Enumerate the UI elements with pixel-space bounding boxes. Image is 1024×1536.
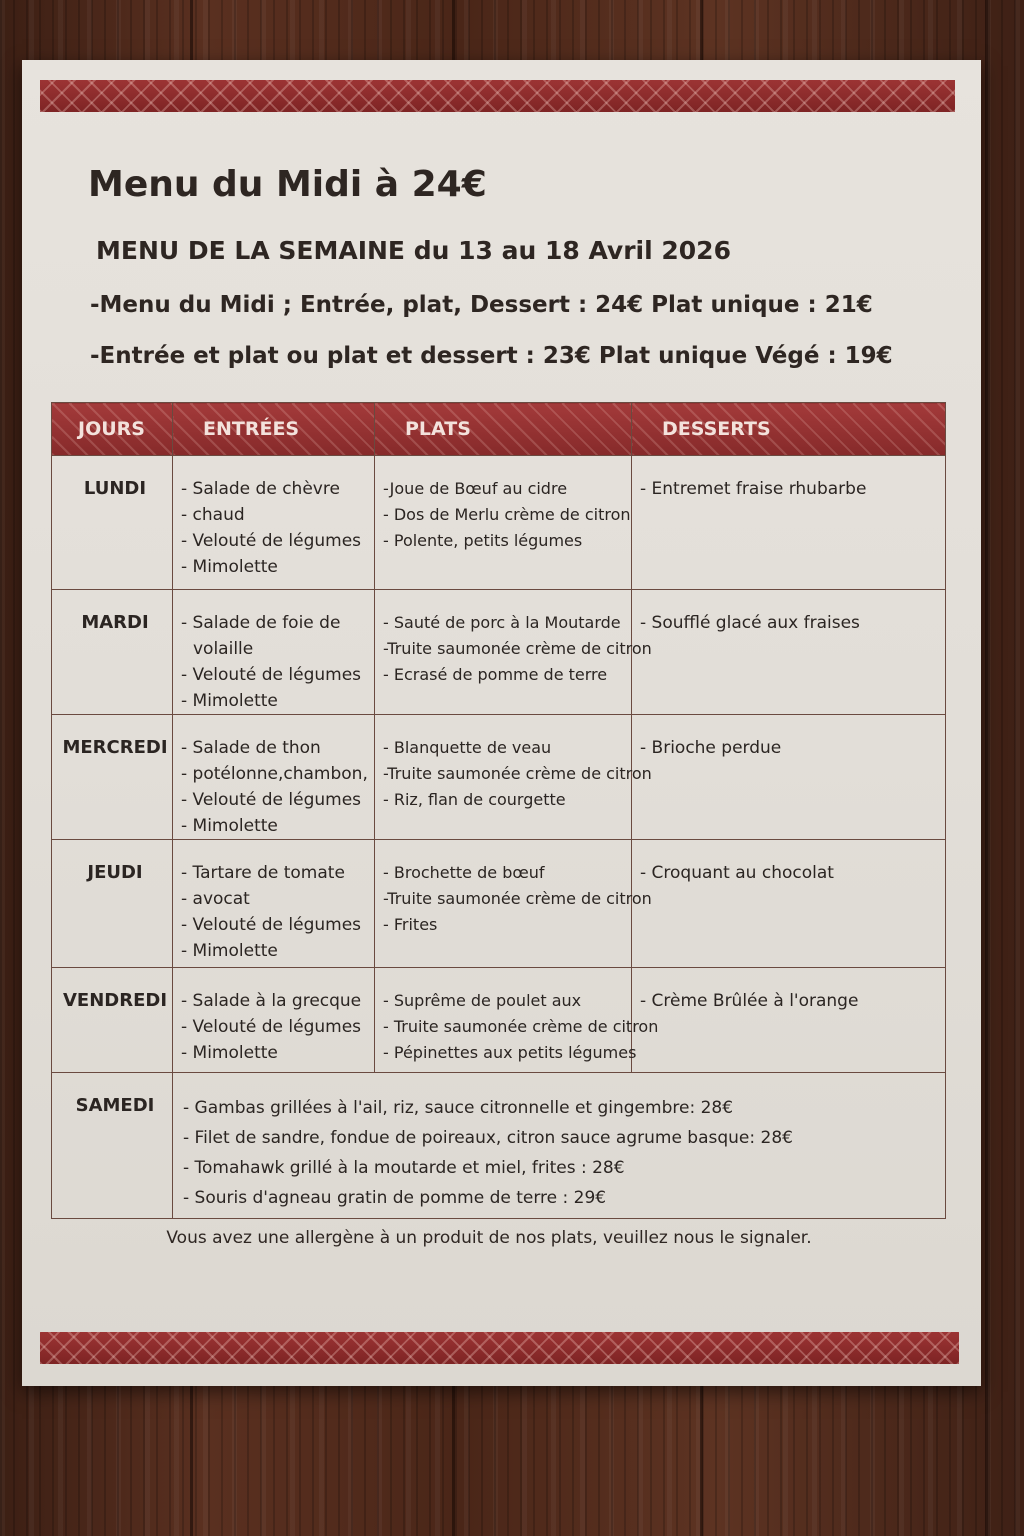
list-item: - Velouté de légumes — [181, 790, 362, 810]
list-item: - Mimolette — [181, 1043, 278, 1063]
wood-plank-seam — [985, 0, 988, 1536]
list-item: - Ecrasé de pomme de terre — [383, 665, 608, 684]
list-item: - Velouté de légumes — [181, 665, 362, 685]
header-jours: JOURS — [52, 403, 173, 456]
list-item: volaille — [193, 639, 254, 659]
plats-cell — [375, 840, 652, 968]
desserts-cell — [632, 840, 946, 968]
pricing-line: -Menu du Midi ; Entrée, plat, Dessert : 24€ Plat unique : 21€ — [90, 292, 873, 318]
day-label: MERCREDI — [62, 737, 168, 758]
table-header-row — [52, 403, 946, 456]
table-row — [52, 1073, 946, 1219]
list-item: - Brochette de bœuf — [383, 863, 545, 882]
list-item: - Crème Brûlée à l'orange — [640, 991, 859, 1011]
desserts-cell — [632, 456, 946, 590]
list-item: - Mimolette — [181, 941, 278, 961]
day-label: SAMEDI — [75, 1095, 155, 1116]
list-item: - Dos de Merlu crème de citron — [383, 505, 631, 524]
list-item: - avocat — [181, 889, 250, 909]
list-item: - Entremet fraise rhubarbe — [640, 479, 867, 499]
list-item: - Riz, flan de courgette — [383, 790, 566, 809]
day-label: LUNDI — [83, 478, 147, 499]
list-item: - Tartare de tomate — [181, 863, 345, 883]
desserts-cell — [632, 715, 946, 840]
desserts-cell — [632, 590, 946, 715]
list-item: - Salade de thon — [181, 738, 321, 758]
plats-cell — [375, 590, 652, 715]
list-item: - Polente, petits légumes — [383, 531, 583, 550]
day-cell — [52, 456, 173, 590]
list-item: - Suprême de poulet aux — [383, 991, 582, 1010]
menu-sheet — [22, 60, 981, 1386]
plats-cell — [375, 456, 632, 590]
week-heading: MENU DE LA SEMAINE du 13 au 18 Avril 2026 — [96, 236, 731, 265]
list-item: - Mimolette — [181, 557, 278, 577]
plats-cell — [375, 715, 652, 840]
decorative-band-bottom — [40, 1332, 959, 1364]
day-cell — [52, 968, 173, 1073]
header-desserts: DESSERTS — [632, 403, 946, 456]
day-label: JEUDI — [87, 862, 143, 883]
list-item: -Truite saumonée crème de citron — [383, 764, 652, 783]
entrees-cell — [173, 715, 375, 840]
list-item: - Velouté de légumes — [181, 1017, 362, 1037]
list-item: - Filet de sandre, fondue de poireaux, citron sauce agrume basque: 28€ — [183, 1128, 793, 1148]
list-item: - Tomahawk grillé à la moutarde et miel, frites : 28€ — [183, 1158, 625, 1178]
list-item: - Blanquette de veau — [383, 738, 552, 757]
day-cell — [52, 1073, 173, 1219]
list-item: - Pépinettes aux petits légumes — [383, 1043, 637, 1062]
day-cell — [52, 590, 173, 715]
table-row — [52, 590, 946, 715]
day-cell — [52, 840, 173, 968]
plats-cell — [375, 968, 659, 1073]
list-item: - Mimolette — [181, 691, 278, 711]
list-item: - Sauté de porc à la Moutarde — [383, 613, 621, 632]
entrees-cell — [173, 590, 375, 715]
table-row — [52, 840, 946, 968]
list-item: - Truite saumonée crème de citron — [383, 1017, 659, 1036]
menu-title: Menu du Midi à 24€ — [88, 164, 487, 205]
list-item: - potélonne,chambon, — [181, 764, 368, 784]
list-item: - Frites — [383, 915, 438, 934]
day-label: VENDREDI — [62, 990, 168, 1011]
list-item: - Brioche perdue — [640, 738, 782, 758]
list-item: - Velouté de légumes — [181, 531, 362, 551]
header-plats: PLATS — [375, 403, 632, 456]
table-row — [52, 456, 946, 590]
list-item: - Velouté de légumes — [181, 915, 362, 935]
weekly-menu-table — [51, 402, 946, 1219]
list-item: - chaud — [181, 505, 245, 525]
list-item: - Gambas grillées à l'ail, riz, sauce citronnelle et gingembre: 28€ — [183, 1098, 734, 1118]
allergen-note: Vous avez une allergène à un produit de nos plats, veuillez nous le signaler. — [166, 1228, 812, 1248]
list-item: -Joue de Bœuf au cidre — [383, 479, 568, 498]
header-entrees: ENTRÉES — [173, 403, 375, 456]
entrees-cell — [173, 840, 375, 968]
entrees-cell — [173, 456, 375, 590]
list-item: - Salade de chèvre — [181, 479, 340, 499]
decorative-band-top — [40, 80, 955, 112]
table-row — [52, 968, 946, 1073]
day-label: MARDI — [81, 612, 149, 633]
desserts-cell — [632, 968, 946, 1073]
table-row — [52, 715, 946, 840]
list-item: - Mimolette — [181, 816, 278, 836]
list-item: -Truite saumonée crème de citron — [383, 889, 652, 908]
list-item: - Croquant au chocolat — [640, 863, 834, 883]
list-item: -Truite saumonée crème de citron — [383, 639, 652, 658]
list-item: - Soufflé glacé aux fraises — [640, 613, 860, 633]
list-item: - Salade à la grecque — [181, 991, 362, 1011]
list-item: - Souris d'agneau gratin de pomme de terre : 29€ — [183, 1188, 607, 1208]
list-item: - Salade de foie de — [181, 613, 341, 633]
saturday-specials-cell — [173, 1073, 946, 1219]
pricing-line: -Entrée et plat ou plat et dessert : 23€ Plat unique Végé : 19€ — [90, 343, 893, 369]
day-cell — [52, 715, 173, 840]
entrees-cell — [173, 968, 375, 1073]
